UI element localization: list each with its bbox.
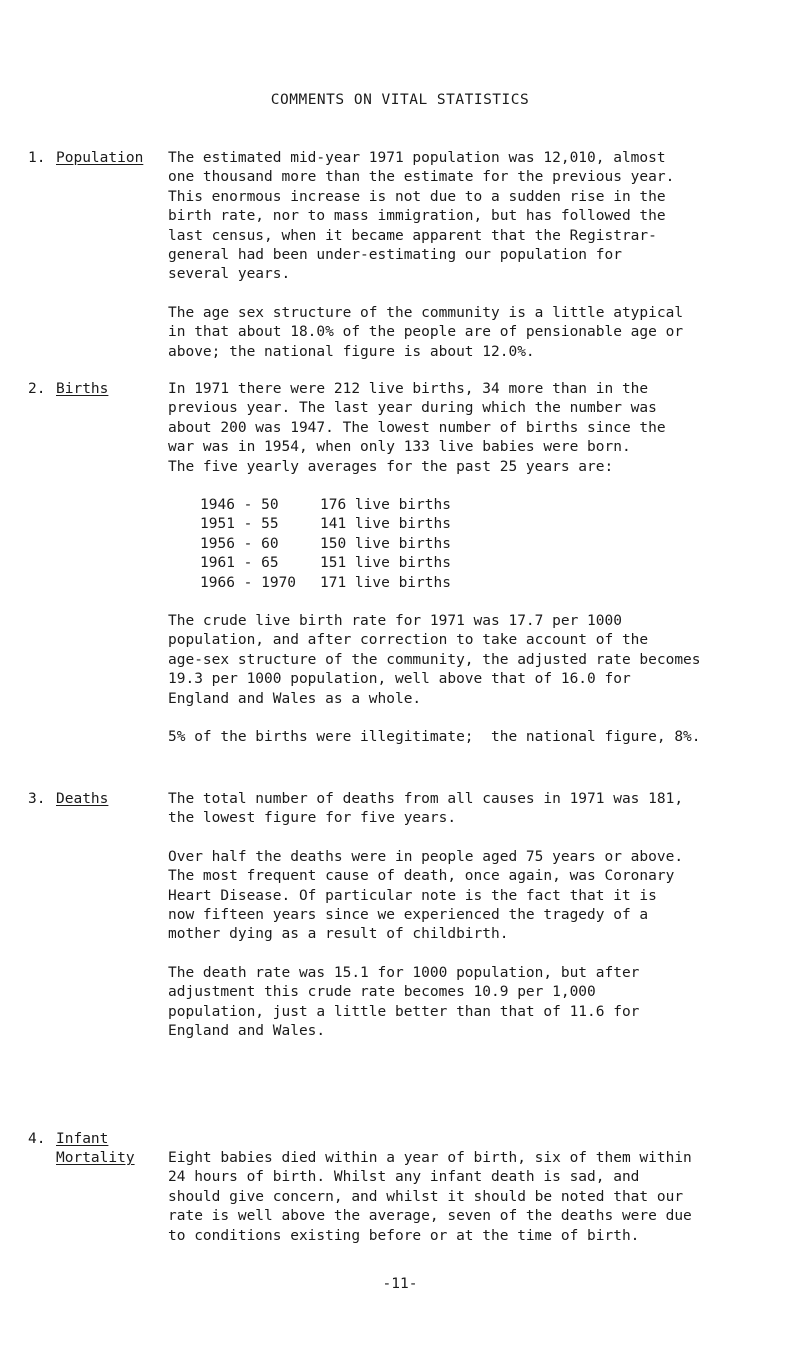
section-title-line2: Mortality [56,1150,135,1166]
section-title: Deaths [56,791,109,807]
paragraph: In 1971 there were 212 live births, 34 more than in the previous year. The last year during which the number was about 200 was 1947. The lowest number of births since the war was in 1954, when only 133 live babies were born. The five yearly averages for the past 25 years are: [168,381,666,475]
section-number: 4. [28,1131,46,1147]
section-body-population [168,149,768,381]
paragraph: The estimated mid-year 1971 population was 12,010, almost one thousand more than the estimate for the previous year. This enormous increase is not due to a sudden rise in the birth rate, nor to mass immigration, but has followed the last census, when it became apparent that the Registrar- general had been under-estimating our population for several years. [168,150,675,283]
section-title: Population [56,150,144,166]
five-yearly-averages-table [200,496,768,593]
section-body-births [168,380,768,767]
section-heading-population [28,149,158,168]
paragraph: The crude live birth rate for 1971 was 17.7 per 1000 population, and after correction to take account of the age-sex structure of the community, the adjusted rate becomes 19.3 per 1000 population, well above that of 16.0 for England and Wales as a whole. [168,613,701,707]
page-title: COMMENTS ON VITAL STATISTICS [270,92,530,108]
section-number: 1. [28,150,46,166]
period-cell: 1961 - 65 [200,555,279,572]
section-body-infant-mortality [168,1149,768,1246]
section-number: 2. [28,381,46,397]
section-title: Infant [56,1131,109,1147]
section-number: 3. [28,791,46,807]
births-cell: 151 live births [320,555,451,572]
births-cell: 176 live births [320,497,451,514]
paragraph: Eight babies died within a year of birth, six of them within 24 hours of birth. Whilst any infant death is sad, and should give concern, and whilst it should be noted that our rate is well above the average, seven of the deaths were due to conditions existing before or at the time of birth. [168,1150,692,1244]
births-cell: 141 live births [320,516,451,533]
section-body-deaths [168,790,768,1060]
period-cell: 1956 - 60 [200,535,279,552]
period-cell: 1966 - 1970 [200,574,297,591]
section-heading-infant-mortality [28,1130,158,1168]
section-title: Births [56,381,109,397]
period-cell: 1946 - 50 [200,497,279,514]
table-row [200,515,768,534]
paragraph: Over half the deaths were in people aged 75 years or above. The most frequent cause of death, once again, was Coronary Heart Disease. Of particular note is the fact that it is now fifteen years since we experienced the tragedy of a mother dying as a result of childbirth. [168,848,684,943]
births-cell: 171 live births [320,574,451,591]
page-number: -11- [382,1276,418,1292]
table-row [200,574,768,593]
period-cell: 1951 - 55 [200,516,279,533]
paragraph: The death rate was 15.1 for 1000 population, but after adjustment this crude rate becomes 10.9 per 1,000 population, just a little better than that of 11.6 for England and Wales. [168,964,640,1040]
section-heading-deaths [28,790,158,809]
section-heading-births [28,380,158,399]
births-cell: 150 live births [320,535,451,552]
paragraph: The age sex structure of the community is a little atypical in that about 18.0% of the people are of pensionable age or above; the national figure is about 12.0%. [168,304,684,360]
table-row [200,554,768,573]
paragraph: The total number of deaths from all causes in 1971 was 181, the lowest figure for five years. [168,791,684,827]
paragraph: 5% of the births were illegitimate; the national figure, 8%. [168,729,701,746]
table-row [200,496,768,515]
table-row [200,535,768,554]
